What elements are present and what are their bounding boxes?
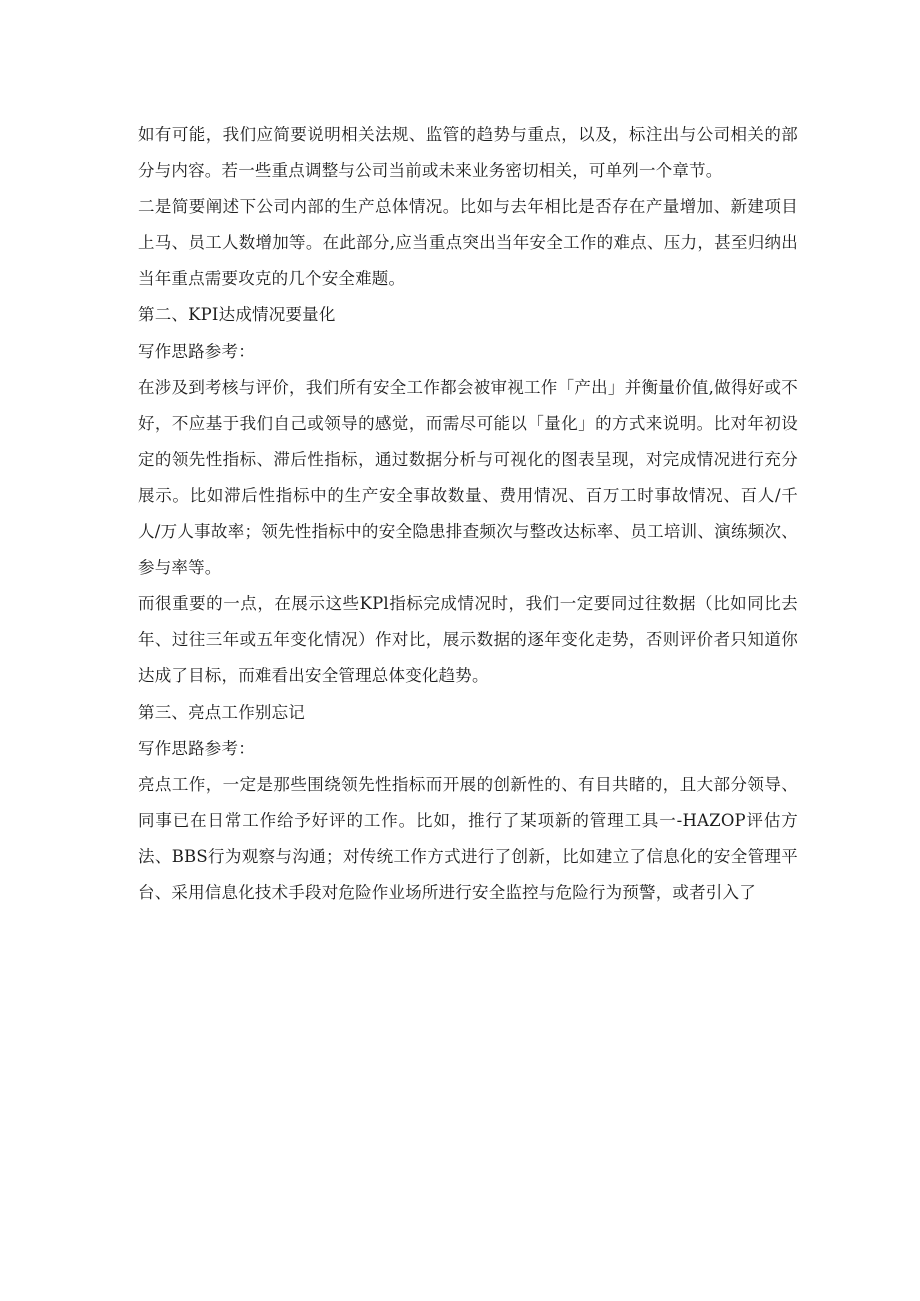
section-heading-kpi: 第二、KPI达成情况要量化 [138, 305, 336, 325]
paragraph-kpi-quantify: 在涉及到考核与评价，我们所有安全工作都会被审视工作「产出」并衡量价值,做得好或不好，不应基于我们自己或领导的感觉，而需尽可能以「量化」的方式来说明。比对年初设定的领先性指标、滞后性指标，通过数据分析与可视化的图表呈现，对完成情况进行充分展示。比如滞后性指标中的生产安全事故数量、费用情况、百万工时事故情况、百人/千人/万人事故率；领先性指标中的安全隐患排查频次与整改达标率、员工培训、演练频次、参与率等。 [138, 377, 798, 578]
writing-hint-label: 写作思路参考： [138, 738, 255, 758]
writing-hint-label: 写作思路参考： [138, 341, 255, 361]
document-body [138, 117, 798, 911]
paragraph-regulation-trends: 如有可能，我们应简要说明相关法规、监管的趋势与重点，以及，标注出与公司相关的部分与内容。若一些重点调整与公司当前或未来业务密切相关，可单列一个章节。 [138, 125, 798, 181]
paragraph-production-overview: 二是简要阐述下公司内部的生产总体情况。比如与去年相比是否存在产量增加、新建项目上马、员工人数增加等。在此部分,应当重点突出当年安全工作的难点、压力，甚至归纳出当年重点需要攻克的几个安全难题。 [138, 197, 798, 289]
paragraph-kpi-comparison: 而很重要的一点，在展示这些KPl指标完成情况时，我们一定要同过往数据（比如同比去年、过往三年或五年变化情况）作对比，展示数据的逐年变化走势，否则评价者只知道你达成了目标，而难看出安全管理总体变化趋势。 [138, 594, 798, 686]
paragraph-highlight-work: 亮点工作，一定是那些围绕领先性指标而开展的创新性的、有目共睹的，且大部分领导、同事已在日常工作给予好评的工作。比如，推行了某项新的管理工具一-HAZOP评估方法、BBS行为观察与沟通；对传统工作方式进行了创新，比如建立了信息化的安全管理平台、采用信息化技术手段对危险作业场所进行安全监控与危险行为预警，或者引入了 [138, 774, 798, 902]
section-heading-highlights: 第三、亮点工作别忘记 [138, 702, 305, 722]
